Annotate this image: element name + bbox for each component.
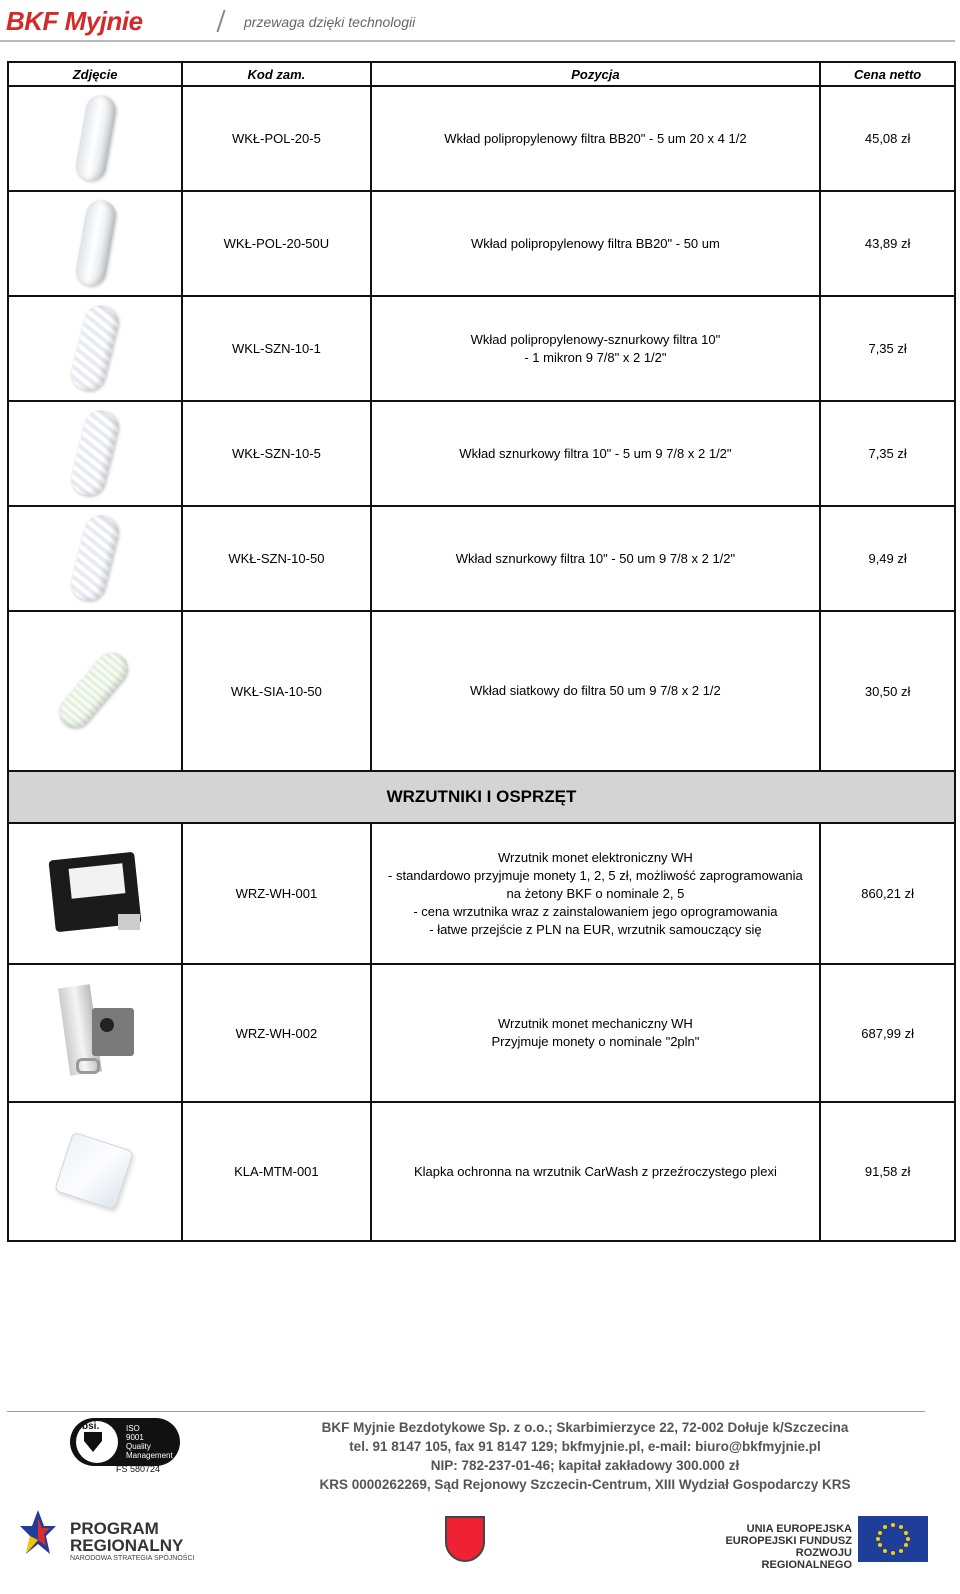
price-table — [7, 61, 956, 1242]
product-description: Klapka ochronna na wrzutnik CarWash z przeźroczystego plexi — [371, 1102, 821, 1241]
product-description: Wkład sznurkowy filtra 10" - 5 um 9 7/8 x 2 1/2" — [371, 401, 821, 506]
footer-rule — [7, 1411, 925, 1412]
bsi-label: bsi. — [82, 1421, 100, 1432]
iso-9001-badge: bsi. ISO 9001 Quality Management — [70, 1418, 180, 1466]
string-wound-filter-icon — [68, 302, 122, 394]
product-price: 687,99 zł — [820, 964, 955, 1102]
product-description: Wkład polipropylenowy filtra BB20" - 50 um — [371, 191, 821, 296]
bkf-logo: BKF Myjnie — [6, 6, 143, 36]
product-description: Wkład sznurkowy filtra 10" - 50 um 9 7/8 x 2 1/2" — [371, 506, 821, 611]
product-photo — [8, 296, 182, 401]
white-filter-cartridge-icon — [74, 198, 118, 288]
product-code: WRZ-WH-001 — [182, 823, 370, 964]
product-photo — [8, 611, 182, 771]
table-row — [8, 401, 955, 506]
product-price: 30,50 zł — [820, 611, 955, 771]
iso-cert-number: FS 580724 — [116, 1464, 161, 1474]
col-header-position: Pozycja — [371, 62, 821, 86]
product-code: WKŁ-POL-20-50U — [182, 191, 370, 296]
col-header-photo: Zdjęcie — [8, 62, 182, 86]
product-price: 43,89 zł — [820, 191, 955, 296]
product-price: 860,21 zł — [820, 823, 955, 964]
product-price: 45,08 zł — [820, 86, 955, 191]
company-info: BKF Myjnie Bezdotykowe Sp. z o.o.; Skarbimierzyce 22, 72-002 Dołuje k/Szczecina tel. 91 8147 105, fax 91 8147 129; bkfmyjnie.pl, e-mail: biuro@bkfmyjnie.pl NIP: 782-237-01-46; kapitał zakładowy 300.000 zł KRS 0000262269, Sąd Rejonowy Szczecin-Centrum, XIII Wydział Gospodarczy KRS — [319, 1420, 851, 1492]
product-photo — [8, 1102, 182, 1241]
product-code: WKŁ-SZN-10-5 — [182, 401, 370, 506]
product-code: WKŁ-SIA-10-50 — [182, 611, 370, 771]
plexi-cover-icon — [40, 1122, 150, 1222]
table-row — [8, 1102, 955, 1241]
product-photo — [8, 506, 182, 611]
table-row — [8, 86, 955, 191]
table-row — [8, 964, 955, 1102]
string-wound-filter-icon — [68, 407, 122, 499]
product-photo — [8, 191, 182, 296]
header-rule — [0, 40, 955, 42]
mechanical-coin-acceptor-icon — [40, 978, 150, 1088]
tagline: przewaga dzięki technologii — [244, 14, 416, 30]
product-code: WRZ-WH-002 — [182, 964, 370, 1102]
col-header-price: Cena netto — [820, 62, 955, 86]
product-photo — [8, 823, 182, 964]
product-price: 91,58 zł — [820, 1102, 955, 1241]
white-filter-cartridge-icon — [74, 93, 118, 183]
product-photo — [8, 86, 182, 191]
product-description: Wrzutnik monet mechaniczny WH Przyjmuje monety o nominale "2pln" — [371, 964, 821, 1102]
product-price: 7,35 zł — [820, 296, 955, 401]
table-row — [8, 506, 955, 611]
string-wound-filter-icon — [68, 512, 122, 604]
product-code: WKŁ-SZN-10-50 — [182, 506, 370, 611]
eu-flag-icon — [858, 1516, 928, 1562]
electronic-coin-acceptor-icon — [40, 844, 150, 944]
table-row — [8, 611, 955, 771]
page-header — [0, 0, 960, 42]
table-row — [8, 823, 955, 964]
product-price: 9,49 zł — [820, 506, 955, 611]
product-code: WKL-SZN-10-1 — [182, 296, 370, 401]
product-description: Wrzutnik monet elektroniczny WH - standardowo przyjmuje monety 1, 2, 5 zł, możliwość zaprogramowania na żetony BKF o nominale 2, 5 - cena wrzutnika wraz z zainstalowaniem jego oprogramowania - łatwe przejście z PLN na EUR, wrzutnik samouczący się — [371, 823, 821, 964]
griffin-crest-icon — [445, 1516, 485, 1562]
product-description: Wkład siatkowy do filtra 50 um 9 7/8 x 2 1/2 — [371, 611, 821, 771]
product-photo — [8, 964, 182, 1102]
mesh-filter-icon — [54, 646, 135, 734]
product-description: Wkład polipropylenowy filtra BB20" - 5 um 20 x 4 1/2 — [371, 86, 821, 191]
product-code: KLA-MTM-001 — [182, 1102, 370, 1241]
table-row — [8, 296, 955, 401]
section-header-row — [8, 771, 955, 823]
col-header-code: Kod zam. — [182, 62, 370, 86]
product-description: Wkład polipropylenowy-sznurkowy filtra 10" - 1 mikron 9 7/8" x 2 1/2" — [371, 296, 821, 401]
divider — [216, 10, 225, 32]
product-price: 7,35 zł — [820, 401, 955, 506]
star-icon — [20, 1508, 58, 1558]
table-row — [8, 191, 955, 296]
product-photo — [8, 401, 182, 506]
product-code: WKŁ-POL-20-5 — [182, 86, 370, 191]
section-title: WRZUTNIKI I OSPRZĘT — [8, 771, 955, 823]
table-header-row — [8, 62, 955, 86]
eu-fund-label: UNIA EUROPEJSKA EUROPEJSKI FUNDUSZ ROZWOJU REGIONALNEGO — [725, 1523, 852, 1571]
